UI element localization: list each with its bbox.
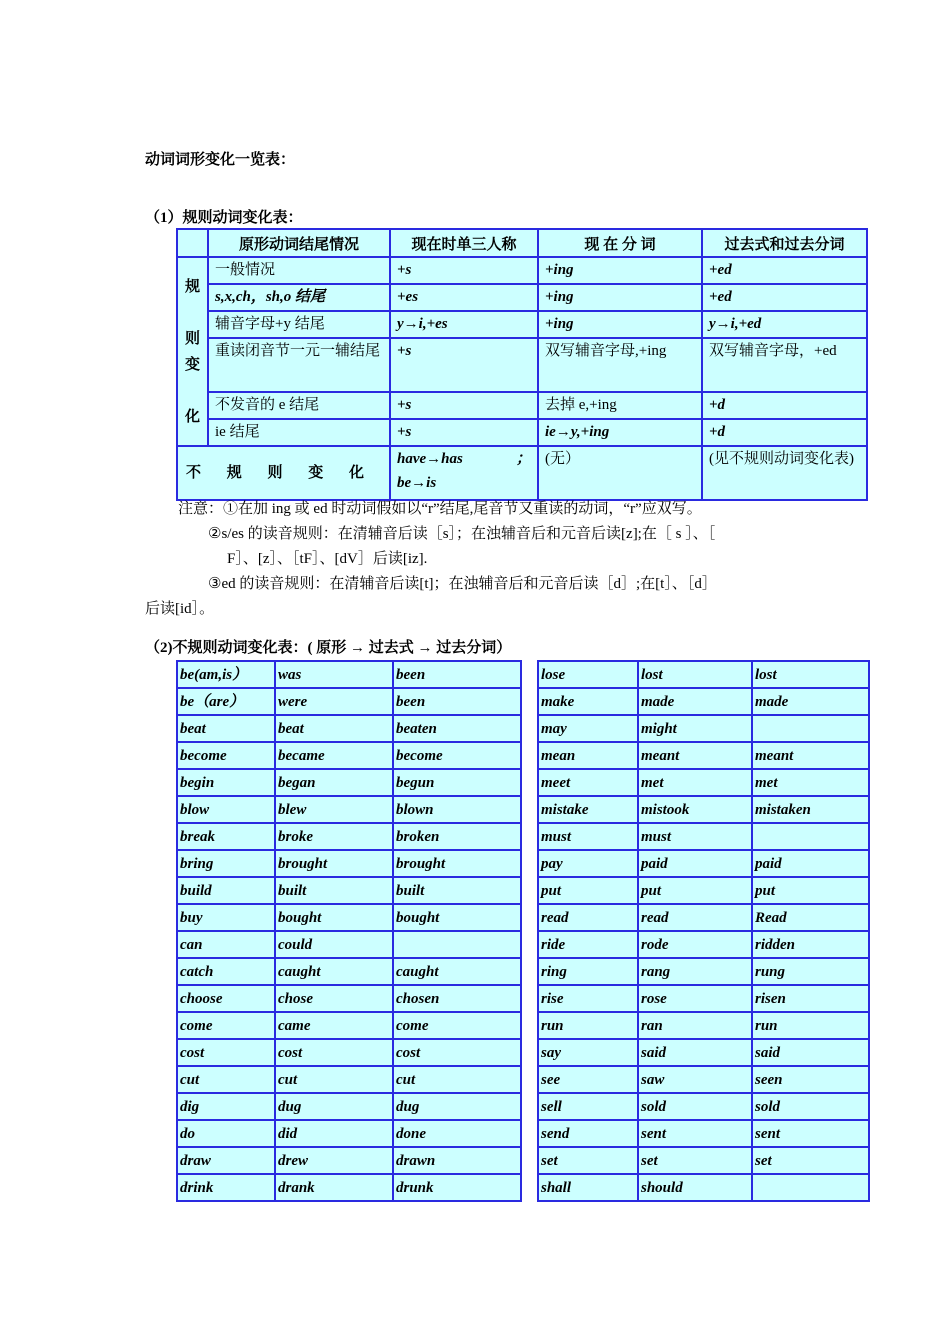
participle-cell: risen <box>752 985 869 1012</box>
header-present-participle: 现 在 分 词 <box>538 229 702 257</box>
header-ending: 原形动词结尾情况 <box>208 229 390 257</box>
past-cell: made <box>638 688 752 715</box>
table-row <box>538 769 869 796</box>
participle-cell: said <box>752 1039 869 1066</box>
irregular-label: 不 规 则 变 化 <box>177 446 390 500</box>
base-form-cell: ride <box>538 931 638 958</box>
participle-cell: dug <box>393 1093 521 1120</box>
table-row <box>538 715 869 742</box>
past-cell: beat <box>275 715 393 742</box>
third-cell: +s <box>390 338 538 392</box>
table-row <box>177 661 521 688</box>
past-cell: came <box>275 1012 393 1039</box>
participle-cell: mistaken <box>752 796 869 823</box>
base-form-cell: run <box>538 1012 638 1039</box>
past-cell: brought <box>275 850 393 877</box>
base-form-cell: mistake <box>538 796 638 823</box>
ing-cell: 双写辅音字母,+ing <box>538 338 702 392</box>
have-has: have→has <box>397 451 463 467</box>
past-cell: paid <box>638 850 752 877</box>
base-form-cell: pay <box>538 850 638 877</box>
side-label <box>177 257 208 446</box>
past-cell: broke <box>275 823 393 850</box>
past-cell: y→i,+ed <box>702 311 867 338</box>
header-corner <box>177 229 208 257</box>
past-cell: rode <box>638 931 752 958</box>
table-row <box>177 931 521 958</box>
table-row <box>177 1147 521 1174</box>
past-cell: sold <box>638 1093 752 1120</box>
past-cell: blew <box>275 796 393 823</box>
past-cell: saw <box>638 1066 752 1093</box>
page-title: 动词词形变化一览表： <box>145 152 296 168</box>
irregular-ing-cell: (无） <box>538 446 702 500</box>
base-form-cell: become <box>177 742 275 769</box>
table-row <box>177 1039 521 1066</box>
participle-cell: become <box>393 742 521 769</box>
participle-cell: run <box>752 1012 869 1039</box>
participle-cell: met <box>752 769 869 796</box>
past-cell: +ed <box>702 257 867 284</box>
past-cell: ran <box>638 1012 752 1039</box>
past-cell: did <box>275 1120 393 1147</box>
past-cell: +d <box>702 392 867 419</box>
ending-cell: 不发音的 e 结尾 <box>208 392 390 419</box>
base-form-cell: make <box>538 688 638 715</box>
past-cell: rose <box>638 985 752 1012</box>
participle-cell: paid <box>752 850 869 877</box>
base-form-cell: break <box>177 823 275 850</box>
ing-cell: +ing <box>538 311 702 338</box>
third-cell: +es <box>390 284 538 311</box>
table-row <box>538 1066 869 1093</box>
participle-cell: sent <box>752 1120 869 1147</box>
base-form-cell: say <box>538 1039 638 1066</box>
past-cell: said <box>638 1039 752 1066</box>
base-form-cell: be（are） <box>177 688 275 715</box>
ing-cell: 去掉 e,+ing <box>538 392 702 419</box>
table-row <box>538 1039 869 1066</box>
irregular-past-cell: (见不规则动词变化表) <box>702 446 867 500</box>
section-heading-irregular: （2)不规则动词变化表：( 原形 → 过去式 → 过去分词） <box>145 640 512 656</box>
participle-cell: brought <box>393 850 521 877</box>
base-form-cell: read <box>538 904 638 931</box>
past-cell: were <box>275 688 393 715</box>
participle-cell: beaten <box>393 715 521 742</box>
past-cell: lost <box>638 661 752 688</box>
irregular-table-left <box>176 660 522 1202</box>
header-third-person: 现在时单三人称 <box>390 229 538 257</box>
base-form-cell: blow <box>177 796 275 823</box>
base-form-cell: set <box>538 1147 638 1174</box>
table-row <box>177 769 521 796</box>
ending-cell: s,x,ch，sh,o 结尾 <box>208 284 390 311</box>
table-row <box>538 958 869 985</box>
past-cell: became <box>275 742 393 769</box>
participle-cell: drunk <box>393 1174 521 1201</box>
table-row <box>538 931 869 958</box>
participle-cell: been <box>393 688 521 715</box>
base-form-cell: draw <box>177 1147 275 1174</box>
participle-cell: chosen <box>393 985 521 1012</box>
past-cell: caught <box>275 958 393 985</box>
past-cell: cost <box>275 1039 393 1066</box>
past-cell: meant <box>638 742 752 769</box>
past-cell: chose <box>275 985 393 1012</box>
participle-cell: come <box>393 1012 521 1039</box>
past-cell: built <box>275 877 393 904</box>
base-form-cell: lose <box>538 661 638 688</box>
past-cell: could <box>275 931 393 958</box>
base-form-cell: can <box>177 931 275 958</box>
be-is: be→is <box>397 475 437 491</box>
base-form-cell: dig <box>177 1093 275 1120</box>
participle-cell <box>752 1174 869 1201</box>
table-row <box>177 1174 521 1201</box>
section-heading-regular: （1）规则动词变化表： <box>145 210 303 226</box>
base-form-cell: choose <box>177 985 275 1012</box>
participle-cell: made <box>752 688 869 715</box>
table-row <box>538 1012 869 1039</box>
base-form-cell: buy <box>177 904 275 931</box>
base-form-cell: drink <box>177 1174 275 1201</box>
participle-cell: built <box>393 877 521 904</box>
participle-cell: sold <box>752 1093 869 1120</box>
participle-cell: bought <box>393 904 521 931</box>
base-form-cell: rise <box>538 985 638 1012</box>
past-cell: +d <box>702 419 867 446</box>
base-form-cell: send <box>538 1120 638 1147</box>
past-cell: met <box>638 769 752 796</box>
base-form-cell: cost <box>177 1039 275 1066</box>
table-row <box>538 904 869 931</box>
table-row <box>177 823 521 850</box>
note-5: 后读[id］。 <box>145 601 215 617</box>
side-label-char: 规 <box>184 278 200 295</box>
table-row <box>177 958 521 985</box>
table-row <box>177 850 521 877</box>
participle-cell <box>393 931 521 958</box>
participle-cell: begun <box>393 769 521 796</box>
base-form-cell: sell <box>538 1093 638 1120</box>
participle-cell: put <box>752 877 869 904</box>
base-form-cell: come <box>177 1012 275 1039</box>
table-row <box>177 877 521 904</box>
base-form-cell: build <box>177 877 275 904</box>
participle-cell: been <box>393 661 521 688</box>
participle-cell: blown <box>393 796 521 823</box>
table-row <box>177 742 521 769</box>
participle-cell: drawn <box>393 1147 521 1174</box>
third-cell: +s <box>390 419 538 446</box>
base-form-cell: see <box>538 1066 638 1093</box>
past-cell: mistook <box>638 796 752 823</box>
ending-cell: ie 结尾 <box>208 419 390 446</box>
third-cell: +s <box>390 257 538 284</box>
table-row <box>538 742 869 769</box>
table-row <box>177 904 521 931</box>
past-cell: was <box>275 661 393 688</box>
table-row <box>538 796 869 823</box>
base-form-cell: begin <box>177 769 275 796</box>
base-form-cell: do <box>177 1120 275 1147</box>
table-row <box>177 1066 521 1093</box>
note-4: ③ed 的读音规则：在清辅音后读[t]；在浊辅音后和元音后读［d］;在[t］、［d］ <box>208 576 717 592</box>
irregular-table-right <box>537 660 870 1202</box>
table-row <box>177 796 521 823</box>
base-form-cell: cut <box>177 1066 275 1093</box>
ending-cell: 辅音字母+y 结尾 <box>208 311 390 338</box>
past-cell: cut <box>275 1066 393 1093</box>
past-cell: sent <box>638 1120 752 1147</box>
participle-cell: caught <box>393 958 521 985</box>
regular-verb-table <box>176 228 868 501</box>
base-form-cell: bring <box>177 850 275 877</box>
participle-cell: cost <box>393 1039 521 1066</box>
past-cell: might <box>638 715 752 742</box>
past-cell: dug <box>275 1093 393 1120</box>
base-form-cell: must <box>538 823 638 850</box>
table-row <box>538 823 869 850</box>
table-row <box>538 1120 869 1147</box>
base-form-cell: be(am,is） <box>177 661 275 688</box>
past-cell: 双写辅音字母，+ed <box>702 338 867 392</box>
ing-cell: +ing <box>538 284 702 311</box>
base-form-cell: shall <box>538 1174 638 1201</box>
irregular-third-cell <box>390 446 538 500</box>
base-form-cell: meet <box>538 769 638 796</box>
ending-cell: 重读闭音节一元一辅结尾 <box>208 338 390 392</box>
participle-cell: Read <box>752 904 869 931</box>
note-1: 注意：①在加 ing 或 ed 时动词假如以“r”结尾,尾音节又重读的动词，“r”应双写。 <box>178 501 702 517</box>
side-label-char: 则 <box>184 330 200 347</box>
past-cell: bought <box>275 904 393 931</box>
base-form-cell: catch <box>177 958 275 985</box>
separator: ； <box>515 451 531 467</box>
side-label-char: 变 <box>184 356 200 373</box>
notes <box>145 497 825 622</box>
third-cell: y→i,+es <box>390 311 538 338</box>
past-cell: began <box>275 769 393 796</box>
table-row <box>177 1120 521 1147</box>
base-form-cell: may <box>538 715 638 742</box>
base-form-cell: put <box>538 877 638 904</box>
participle-cell: ridden <box>752 931 869 958</box>
ending-cell: 一般情况 <box>208 257 390 284</box>
table-row <box>538 1093 869 1120</box>
table-row <box>177 1093 521 1120</box>
table-row <box>177 688 521 715</box>
side-label-char: 化 <box>184 408 200 425</box>
past-cell: drew <box>275 1147 393 1174</box>
participle-cell: done <box>393 1120 521 1147</box>
past-cell: drank <box>275 1174 393 1201</box>
table-row <box>538 1147 869 1174</box>
table-row <box>538 985 869 1012</box>
participle-cell: seen <box>752 1066 869 1093</box>
table-row <box>538 877 869 904</box>
participle-cell <box>752 823 869 850</box>
participle-cell: meant <box>752 742 869 769</box>
ing-cell: ie→y,+ing <box>538 419 702 446</box>
past-cell: rang <box>638 958 752 985</box>
past-cell: must <box>638 823 752 850</box>
table-row <box>538 688 869 715</box>
table-row <box>538 661 869 688</box>
participle-cell: set <box>752 1147 869 1174</box>
participle-cell <box>752 715 869 742</box>
participle-cell: broken <box>393 823 521 850</box>
participle-cell: cut <box>393 1066 521 1093</box>
past-cell: set <box>638 1147 752 1174</box>
past-cell: read <box>638 904 752 931</box>
past-cell: +ed <box>702 284 867 311</box>
header-past: 过去式和过去分词 <box>702 229 867 257</box>
note-2: ②s/es 的读音规则：在清辅音后读［s］；在浊辅音后和元音后读[z];在［ s ］、［ <box>208 526 716 542</box>
base-form-cell: beat <box>177 715 275 742</box>
table-row <box>538 1174 869 1201</box>
table-row <box>177 1012 521 1039</box>
table-row <box>177 715 521 742</box>
participle-cell: lost <box>752 661 869 688</box>
ing-cell: +ing <box>538 257 702 284</box>
third-cell: +s <box>390 392 538 419</box>
note-3: F］、[z］、［tF］、[dV］后读[iz]. <box>227 551 428 567</box>
table-row <box>538 850 869 877</box>
base-form-cell: ring <box>538 958 638 985</box>
table-row <box>177 985 521 1012</box>
participle-cell: rung <box>752 958 869 985</box>
past-cell: put <box>638 877 752 904</box>
base-form-cell: mean <box>538 742 638 769</box>
past-cell: should <box>638 1174 752 1201</box>
